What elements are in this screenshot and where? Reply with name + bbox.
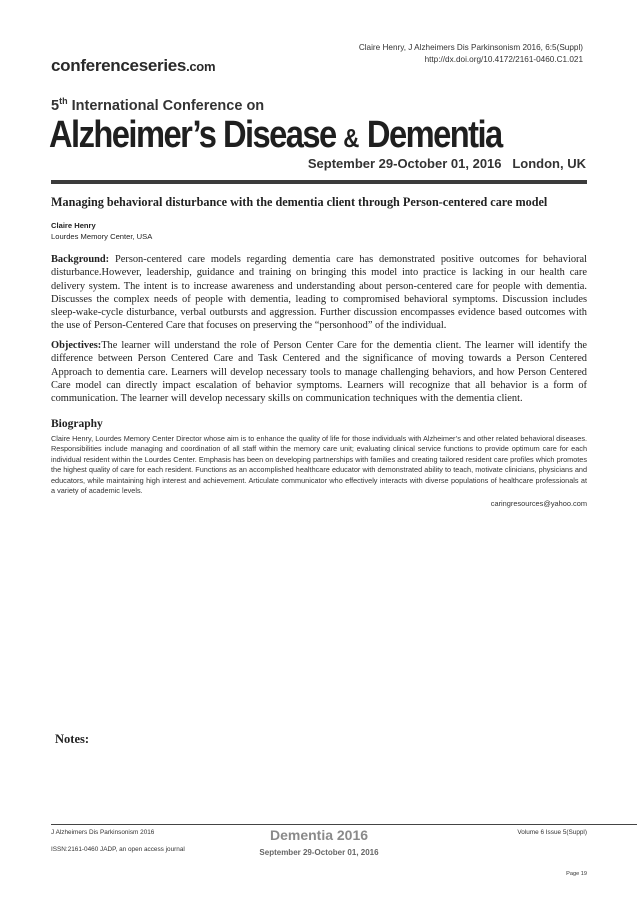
conference-title bbox=[49, 114, 502, 157]
title-ampersand: & bbox=[343, 123, 360, 153]
title-part-2: Dementia bbox=[366, 114, 502, 156]
background-text: Person-centered care models regarding dementia care has demonstrated positive outcomes for behavioral disturbance.However, leadership, guidance and training on bringing this model into practice is lacking in our health care delivery system. The intent is to increase awareness and understanding about person-centered care for people with dementia. Discusses the complex needs of people with dementia, leading to compromised behavioral symptoms. Discussion includes sleep-wake-cycle disturbance, verbal outbursts and aggression. Further discussion encompasses evidence based outcomes with the use of Person-Centered Care that focuses on preserving the “personhood” of the individual. bbox=[51, 254, 587, 332]
footer-conference-date: September 29-October 01, 2016 bbox=[259, 848, 379, 857]
publisher-logo bbox=[51, 56, 215, 76]
footer-divider bbox=[51, 824, 637, 825]
header-divider bbox=[51, 180, 587, 184]
author-name: Claire Henry bbox=[51, 221, 96, 230]
conference-date-location: September 29-October 01, 2016 London, UK bbox=[307, 156, 586, 171]
objectives-label: Objectives: bbox=[51, 340, 102, 351]
footer-journal: J Alzheimers Dis Parkinsonism 2016 bbox=[51, 829, 155, 836]
title-part-1: Alzheimer’s Disease bbox=[49, 114, 336, 156]
footer-volume: Volume 6 Issue 5(Suppl) bbox=[517, 829, 587, 836]
footer-conference: Dementia 2016 bbox=[269, 827, 369, 843]
biography-heading: Biography bbox=[51, 418, 103, 430]
author-affiliation: Lourdes Memory Center, USA bbox=[51, 232, 153, 241]
page-number: Page 19 bbox=[566, 871, 587, 877]
logo-main: conferenceseries bbox=[51, 56, 187, 75]
footer-issn: ISSN:2161-0460 JADP, an open access journal bbox=[51, 846, 185, 853]
conference-ordinal: 5 bbox=[51, 97, 60, 114]
objectives-paragraph bbox=[51, 339, 587, 405]
background-paragraph bbox=[51, 253, 587, 333]
citation-block bbox=[359, 42, 583, 66]
citation-line: Claire Henry, J Alzheimers Dis Parkinsonism 2016, 6:5(Suppl) bbox=[358, 43, 583, 52]
notes-label: Notes: bbox=[55, 732, 90, 746]
conference-name-text: International Conference on bbox=[71, 97, 265, 114]
objectives-text: The learner will understand the role of Person Center Care for the dementia client. The learner will identify the difference between Person Centered Care and Task Centered and the significance of moving towards a Person Centered Approach to dementia care. Learners will develop necessary tools to manage challenging behaviors, and how Person Centered Care model can directly impact escalation of behavior symptoms. Learners will recognize that all behavior is a form of communication. The learner will develop necessary skills on communication techniques with the dementia client. bbox=[51, 340, 587, 405]
biography-text: Claire Henry, Lourdes Memory Center Director whose aim is to enhance the quality of life for those individuals with Alzheimer’s and other related behavioral diseases. Responsibilities include managing and coordination of all staff within the memory care unit; evaluating clinical service functions to provide optimum care for each individual resident within the Lourdes Center. Emphasis has been on developing partnerships with families and creating tailored resident care profiles which promotes the highest quality of care for each resident. Functions as an accomplished healthcare educator with demonstrated ability to teach, motivate clinicians, physicians and educators, while maintaining high interest and achievement. Articulate communicator who effectively interacts with diverse populations of healthcare professionals at a variety of academic levels. bbox=[51, 434, 587, 496]
article-title: Managing behavioral disturbance with the dementia client through Person-centered care model bbox=[51, 195, 548, 209]
conference-name bbox=[51, 96, 264, 114]
conference-ordinal-suffix: th bbox=[59, 96, 68, 106]
author-email[interactable]: caringresources@yahoo.com bbox=[490, 499, 587, 508]
doi-link[interactable]: http://dx.doi.org/10.4172/2161-0460.C1.021 bbox=[424, 55, 583, 64]
background-label: Background: bbox=[51, 254, 110, 265]
logo-suffix: .com bbox=[186, 59, 216, 74]
